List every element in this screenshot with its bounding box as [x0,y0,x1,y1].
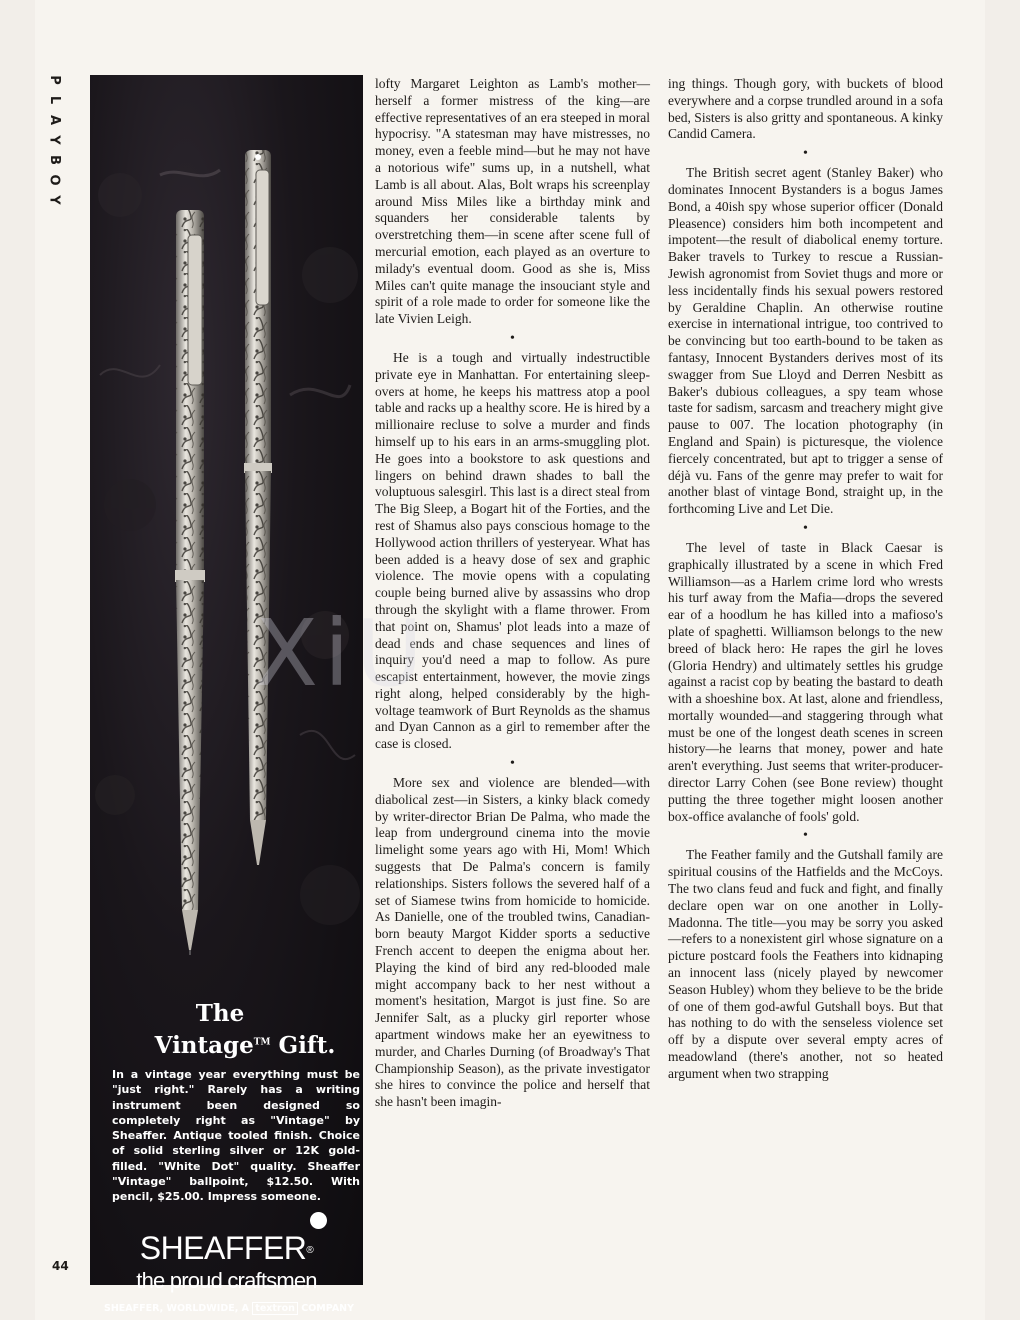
running-head-letter: Y [46,135,62,145]
section-separator: • [510,756,515,772]
running-head-letter: O [47,174,62,186]
section-separator: • [803,520,808,536]
running-head-letter: L [46,95,62,105]
paragraph-sisters: More sex and violence are blended—with diabolical zest—in Sisters, a kinky black comedy by writer-director Brian De Palma, who made the leap from underground cinema into the movie limelight some years ago with Hi, Mom! Which suggests that De Palma's concern is family relationships. Sisters follows the severed half of a set of Siamese twins from homicide to homicide. As Danielle, one of the troubled twins, Canadian-born beauty Margot Kidder sports a seductive French accent to deepen the enigma about her. Playing the kind of bird any red-blooded male might accompany back to her nest without a moment's hesitation, Margot is just fine. So are Jennifer Salt, as a plucky girl reporter whose apartment windows make her an eyewitness to murder, and Charles Durning (of Broadway's That Championship Season), as the private investigator she hires to convince the police and herself that she hasn't been imagin- [375,775,650,1110]
running-head-letter: A [47,114,62,126]
mechanical-pencil [244,150,272,865]
section-separator: • [803,146,808,162]
section-separator: • [510,330,515,346]
ad-headline-line1: The [195,1000,245,1027]
paragraph-innocent-bystanders: The British secret agent (Stanley Baker) who dominates Innocent Bystanders is a bogus James Bond, a 40ish spy whose superior officer (Donald Pleasence) considers him both incompetent and impotent—the result of diabolical enemy torture. Baker travels to Turkey to rescue a Russian-Jewish agronomist from Soviet thugs and more or less incidentally finds his sexual powers restored by Geraldine Chaplin. An otherwise routine exercise in international intrigue, too contrived to be convincing but too earth-bound to be taken as fantasy, Innocent Bystanders derives most of its swagger from Sue Lloyd and Derren Nesbitt as Baker's dubious colleagues, a spy team whose taste for sadism, sarcasm and treachery might give pause to 007. The location photography (in England and Spain) is picturesque, the violence fiercely concentrated, but apt to trigger a sense of déjà vu. Fans of the genre may prefer to wait for another blast of vintage Bond, straight up, in the forthcoming Live and Let Die. [668,165,943,517]
paragraph-shamus: He is a tough and virtually indestructible private eye in Manhattan. For entertaining sleep-overs at home, he keeps his mattress atop a pool table and racks up a healthy score. He is hired by a millionaire recluse to solve a murder and finds himself up to his ears in an arms-smuggling plot. He goes into a bookstore to ask questions and lingers on behind drawn shades to ball the voluptuous salesgirl. This last is a direct steal from The Big Sleep, a Bogart hit of the Forties, and the rest of Shamus also pays conscious homage to the Hollywood action thrillers of yesteryear. What has been added is a heavy dose of sex and graphic violence. The movie opens with a copulating couple being burned alive by assassins who drop through the skylight with a flame thrower. From that point on, Shamus' plot leads into a maze of dead ends and chase sequences and lines of inquiry you'd need a map to follow. As pure escapist entertainment, however, the movie zings right along, helped considerably by the high-voltage teamwork of Burt Reynolds as the shamus and Dyan Cannon as a girl to remember after the case is closed. [375,349,650,752]
watermark: XiU [255,600,429,707]
ad-footer: SHEAFFER, WORLDWIDE, A textron COMPANY [103,1303,355,1314]
article-column-1 [375,76,650,1111]
white-dot-logo [310,1212,327,1229]
section-separator: • [803,828,808,844]
ad-headline-line2: Vintage™ Gift. [154,1032,336,1059]
foliage-background [95,170,360,925]
running-head-letter: Y [46,195,62,205]
paragraph-sisters-continued: ing things. Though gory, with buckets of blood everywhere and a corpse trundled around in a sofa bed, Sisters is also gritty and spontaneous. A kinky Candid Camera. [668,76,943,142]
page-number: 44 [52,1259,69,1273]
paragraph-lady-caroline-lamb: lofty Margaret Leighton as Lamb's mother—herself a former mistress of the king—are effective representatives of an era steeped in moral hypocrisy. "A statesman may have mistresses, no money, even a feeble mind—but he may not have a notorious wife" sums up, in a nutshell, what Lamb is all about. Alas, Bolt wraps his screenplay around Miss Miles like a birthday mink and squanders her considerable talents by overstretching them—in scene after scene full of mercurial emotion, each played as an overture to milady's eventual doom. Good as she is, Miss Miles can't quite manage the insouciant style and spirit of a role made to order for someone like the late Vivien Leigh. [375,76,650,327]
brand-logo: SHEAFFER® [139,1230,314,1266]
running-head-letter: B [46,155,62,165]
sheaffer-advertisement [90,75,363,1314]
article-column-2 [668,76,943,1083]
ballpoint-pen [175,210,205,955]
paragraph-black-caesar: The level of taste in Black Caesar is graphically illustrated by a scene in which Fred Williamson—as a Harlem crime lord who wrests his turf away from the Mafia—drops the severed ear of a hoodlum he has killed into a mafioso's plate of spaghetti. Williamson belongs to the new breed of black hero: He rapes the girl he loves (Gloria Hendry) and ultimately settles his grudge against a racist cop by beating the bastard to death with a shoeshine box. At last, alone and friendless, mortally wounded—and staggering through what must be one of the longest death scenes in screen history—he learns that money, power and hate aren't everything. Just seems that writer-producer-director Larry Cohen (see Bone review) thought putting the three together might loosen another box-office avalanche of fools' gold. [668,539,943,824]
paragraph-lolly-madonna: The Feather family and the Gutshall family are spiritual cousins of the Hatfields and the McCoys. The two clans feud and fuck and fight, and finally declare open war on one another in Lolly-Madonna. The title—you may be sorry you asked—refers to a nonexistent girl whose signature on a picture postcard fools the Feathers into kidnaping an innocent lass (nicely played by newcomer Season Hubley) whom they believe to be the bride of one of them god-awful Gutshall boys. But that has nothing to do with the senseless violence set off by a dispute over several empty acres of meadowland (there's another, not so heated argument when two strapping [668,847,943,1081]
running-head-letter: P [47,75,62,85]
ad-body-copy: In a vintage year everything must be "just right." Rarely has a writing instrument been designed so completely right as "Vintage" by Sheaffer. Antique tooled finish. Choice of solid sterling silver or 12K gold-filled. "White Dot" quality. Sheaffer "Vintage" ballpoint, $12.50. With pencil, $25.00. Impress someone. [112,1068,360,1204]
running-head [44,70,64,210]
brand-tagline: the proud craftsmen [136,1268,317,1293]
